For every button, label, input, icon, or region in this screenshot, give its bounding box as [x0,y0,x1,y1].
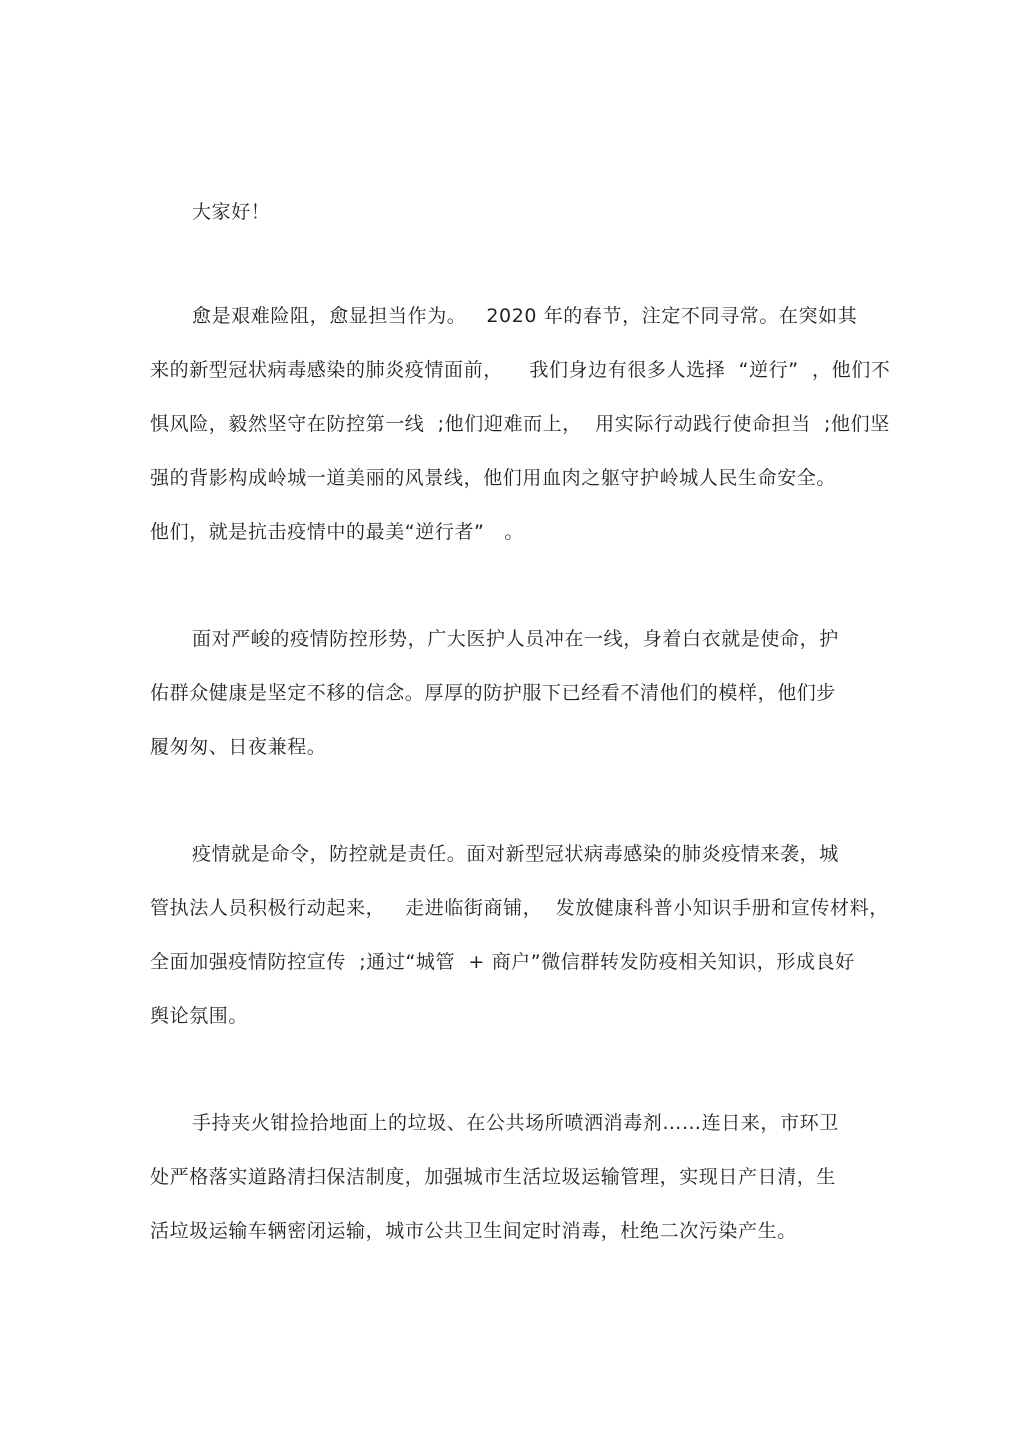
paragraph-1-line-1: 愈是艰难险阻，愈显担当作为。 2020 年的春节，注定不同寻常。在突如其 [192,305,858,327]
paragraph-2-line-1: 面对严峻的疫情防控形势，广大医护人员冲在一线，身着白衣就是使命，护 [192,628,839,650]
paragraph-1-line-5: 他们，就是抗击疫情中的最美“逆行者” 。 [150,521,525,543]
paragraph-4-line-2: 处严格落实道路清扫保洁制度，加强城市生活垃圾运输管理，实现日产日清，生 [150,1166,837,1188]
paragraph-1-line-3: 惧风险，毅然坚守在防控第一线 ;他们迎难而上， 用实际行动践行使命担当 ;他们坚 [150,413,890,435]
paragraph-2-line-3: 履匆匆、日夜兼程。 [150,736,327,758]
paragraph-1-line-2: 来的新型冠状病毒感染的肺炎疫情面前， 我们身边有很多人选择 “逆行” ，他们不 [150,359,891,381]
paragraph-3-line-4: 舆论氛围。 [150,1005,249,1027]
greeting: 大家好！ [192,201,271,223]
paragraph-3-line-1: 疫情就是命令，防控就是责任。面对新型冠状病毒感染的肺炎疫情来袭，城 [192,843,839,865]
paragraph-1-line-4: 强的背影构成岭城一道美丽的风景线，他们用血肉之躯守护岭城人民生命安全。 [150,467,837,489]
paragraph-4-line-3: 活垃圾运输车辆密闭运输，城市公共卫生间定时消毒，杜绝二次污染产生。 [150,1220,797,1242]
paragraph-3-line-3: 全面加强疫情防控宣传 ;通过“城管 + 商户”微信群转发防疫相关知识，形成良好 [150,951,855,973]
paragraph-4-line-1: 手持夹火钳捡拾地面上的垃圾、在公共场所喷洒消毒剂……连日来，市环卫 [192,1112,839,1134]
paragraph-3-line-2: 管执法人员积极行动起来， 走进临街商铺， 发放健康科普小知识手册和宣传材料， [150,897,889,919]
paragraph-2-line-2: 佑群众健康是坚定不移的信念。厚厚的防护服下已经看不清他们的模样，他们步 [150,682,837,704]
